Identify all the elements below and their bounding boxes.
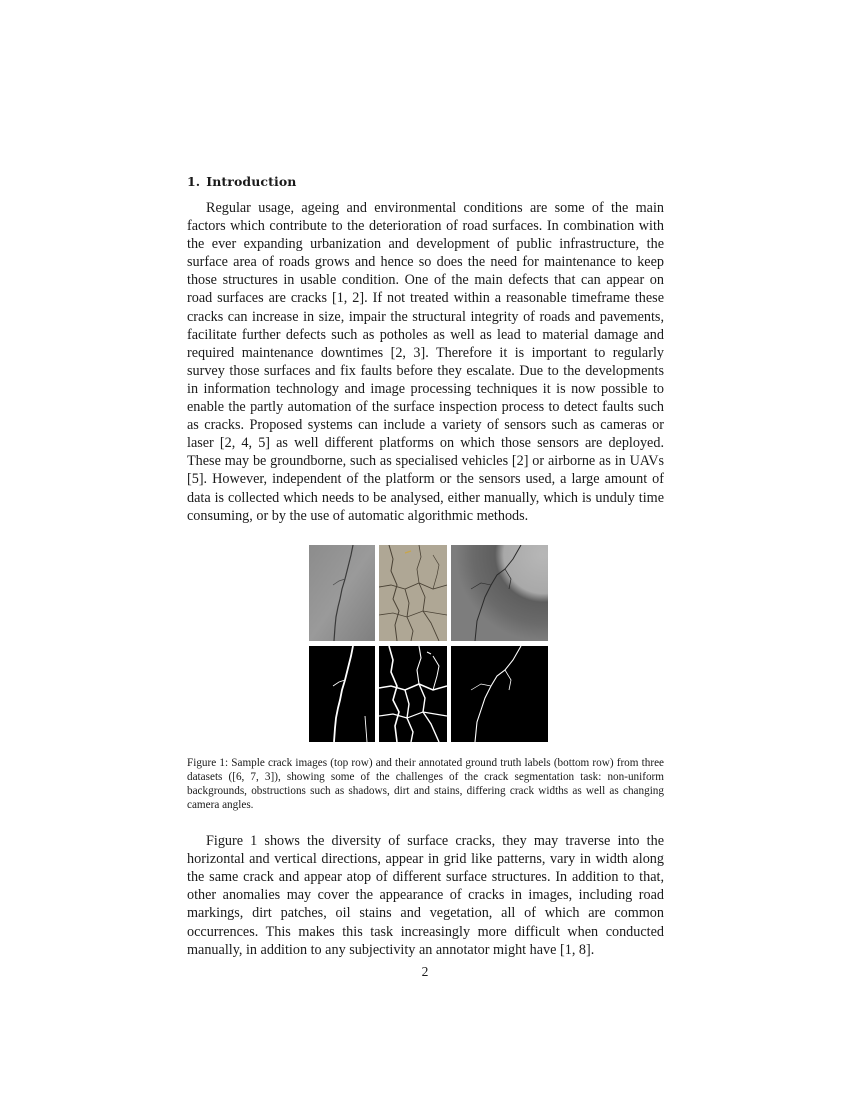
figure-caption: Figure 1: Sample crack images (top row) and their annotated ground truth labels (bottom row) from three datasets ([6, 7, 3]), showing some of the challenges of the crack segmentation task: non-uniform backgrounds, obstructions such as shadows, dirt and stains, differing crack widths as well as changing camera angles.	[187, 756, 664, 811]
section-number: 1.	[187, 174, 201, 189]
paragraph-figure-discussion: Figure 1 shows the diversity of surface cracks, they may traverse into the horizontal and vertical directions, appear in grid like patterns, vary in width along the same crack and appear atop of different surface structures. In addition to that, other anomalies may cover the appearance of cracks in images, including road markings, dirt patches, oil stains and vegetation, all of which are common occurrences. This makes this task increasingly more difficult when conducted manually, in addition to any subjectivity an annotator might have [1, 8].	[187, 833, 664, 958]
paragraph-intro: Regular usage, ageing and environmental conditions are some of the main factors which contribute to the deterioration of road surfaces. In combination with the ever expanding urbanization and development of public infrastructure, the surface area of roads grows and hence so does the need for maintenance to keep those structures in usable condition. One of the main defects that can appear on road surfaces are cracks [1, 2]. If not treated within a reasonable timeframe these cracks can increase in size, impair the structural integrity of roads and pavements, facilitate further defects such as potholes as well as lead to material damage and required maintenance downtimes [2, 3]. Therefore it is important to regularly survey those surfaces and fix faults before they escalate. Due to the developments in information technology and image processing techniques it is now possible to enable the partly automation of the surface inspection process to detect faults such as cracks. Proposed systems can include a variety of sensors such as cameras or laser [2, 4, 5] as well different platforms on which those sensors are deployed. These may be groundborne, such as specialised vehicles [2] or airborne as in UAVs [5]. However, independent of the platform or the sensors used, a large amount of data is collected which needs to be analysed, either manually, which is unduly time consuming, or by the use of automatic algorithmic methods.	[187, 200, 664, 524]
page-number: 2	[421, 964, 429, 979]
crack-photo-2	[379, 545, 447, 641]
ground-truth-label-3	[451, 646, 548, 742]
crack-photo-1	[309, 545, 375, 641]
figure-1	[187, 545, 664, 812]
ground-truth-label-1	[309, 646, 375, 742]
crack-photo-3	[451, 545, 548, 641]
section-title: Introduction	[206, 174, 297, 189]
figure-image-grid	[309, 545, 548, 742]
page-body	[187, 174, 664, 959]
ground-truth-label-2	[379, 646, 447, 742]
section-heading	[187, 174, 664, 189]
